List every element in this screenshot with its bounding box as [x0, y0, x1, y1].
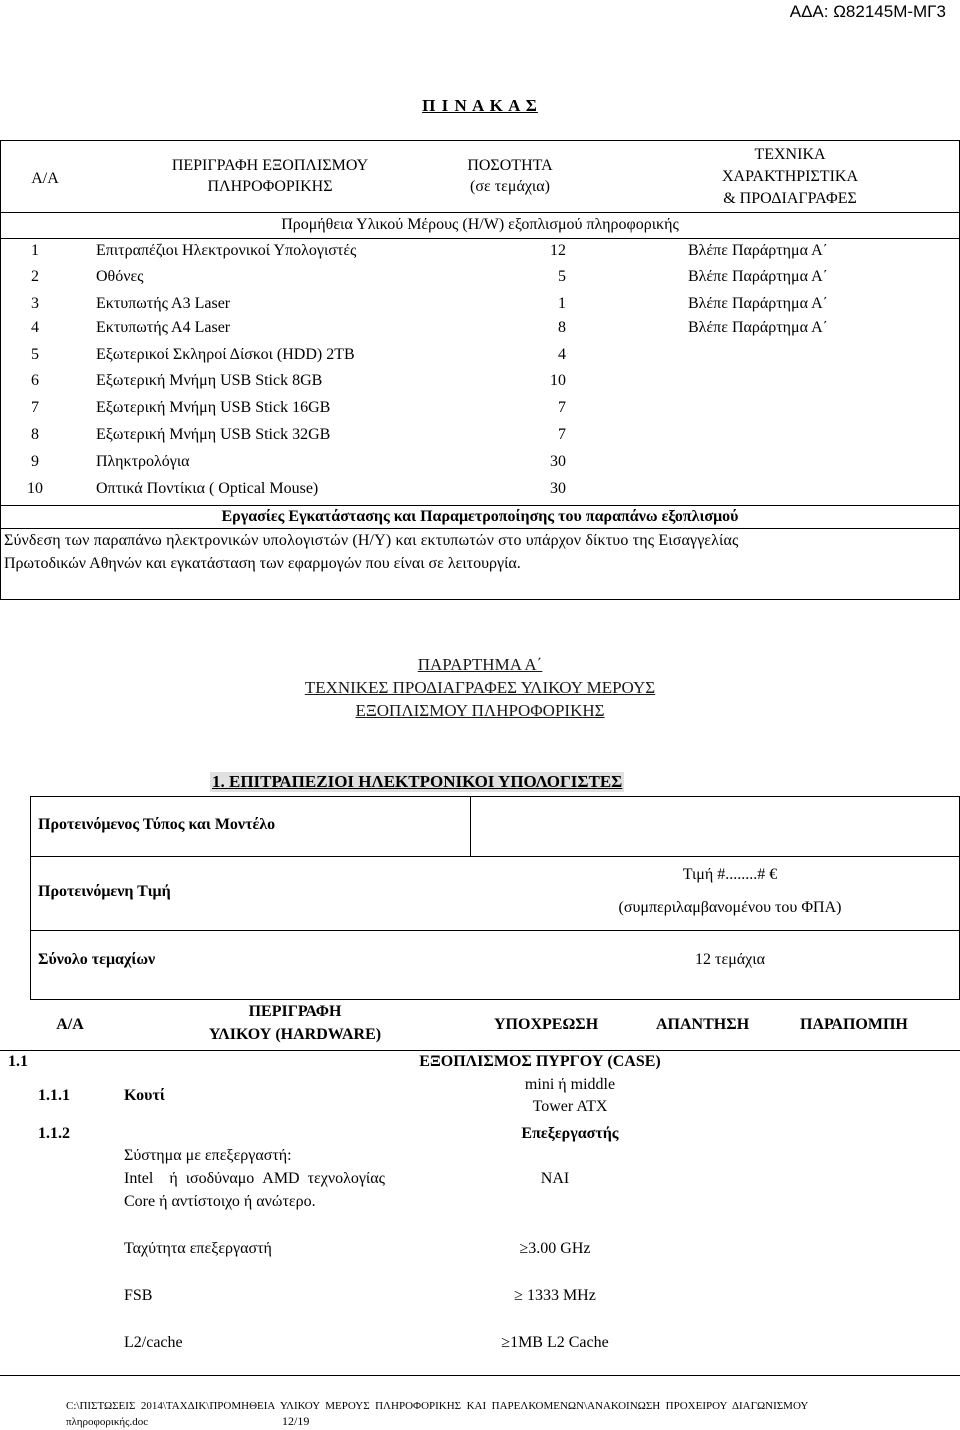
row-number: 1.1.1: [38, 1087, 70, 1104]
row-number: 10: [27, 480, 43, 497]
header-specs: & ΠΡΟΔΙΑΓΡΑΦΕΣ: [723, 190, 857, 207]
speed-description: Ταχύτητα επεξεργαστή: [124, 1240, 272, 1257]
installation-text: Σύνδεση των παραπάνω ηλεκτρονικών υπολογιστών (Η/Υ) και εκτυπωτών στο υπάρχον δίκτυο της Εισαγγελίας: [4, 532, 739, 549]
row-number: 5: [31, 346, 39, 363]
row-spec: Βλέπε Παράρτημα Α΄: [688, 242, 828, 259]
row-number: 4: [31, 319, 39, 336]
row-number: 6: [31, 372, 39, 389]
row-quantity: 10: [550, 372, 566, 389]
price-label: Προτεινόμενη Τιμή: [38, 883, 171, 900]
page-number: 12/19: [282, 1414, 310, 1428]
row-description: Επιτραπέζιοι Ηλεκτρονικοί Υπολογιστές: [96, 242, 357, 259]
section-hardware: Προμήθεια Υλικού Μέρους (H/W) εξοπλισμού πληροφορικής: [281, 216, 679, 233]
annex-line: ΕΞΟΠΛΙΣΜΟΥ ΠΛΗΡΟΦΟΡΙΚΗΣ: [355, 701, 605, 720]
annex-line: ΤΕΧΝΙΚΕΣ ΠΡΟΔΙΑΓΡΑΦΕΣ ΥΛΙΚΟΥ ΜΕΡΟΥΣ: [304, 678, 656, 697]
header-aa: Α/Α: [31, 170, 59, 187]
model-label: Προτεινόμενος Τύπος και Μοντέλο: [38, 816, 276, 833]
footer-file: πληροφορικής.doc: [66, 1416, 149, 1428]
info-divider: [470, 796, 471, 856]
header-answer: ΑΠΑΝΤΗΣΗ: [656, 1016, 750, 1033]
installation-text: Πρωτοδικών Αθηνών και εγκατάσταση των εφαρμογών που είναι σε λειτουργία.: [4, 555, 521, 572]
section-cpu: Επεξεργαστής: [521, 1125, 619, 1142]
row-description: Πληκτρολόγια: [96, 453, 190, 470]
footer-path: C:\ΠΙΣΤΩΣΕΙΣ 2014\ΤΑΧΔΙΚ\ΠΡΟΜΗΘΕΙΑ ΥΛΙΚΟΥ ΜΕΡΟΥΣ ΠΛΗΡΟΦΟΡΙΚΗΣ ΚΑΙ ΠΑΡΕΛΚΟΜΕΝΩΝ\ΑΝΑΚΟΙΝΩΣΗ ΠΡΟΧΕΙΡΟΥ ΔΙΑΓΩΝΙΣΜΟΥ: [66, 1400, 809, 1412]
table-border: [0, 140, 960, 600]
count-label: Σύνολο τεμαχίων: [38, 951, 156, 968]
price-value: Τιμή #........# €: [682, 866, 778, 883]
header-quantity: ΠΟΣΟΤΗΤΑ: [467, 157, 553, 174]
header-reference: ΠΑΡΑΠΟΜΠΗ: [800, 1016, 908, 1033]
speed-requirement: ≥3.00 GHz: [519, 1240, 591, 1257]
header-specs: ΧΑΡΑΚΤΗΡΙΣΤΙΚΑ: [721, 168, 859, 185]
row-quantity: 4: [558, 346, 566, 363]
cache-description: L2/cache: [124, 1334, 183, 1351]
row-description: Εκτυπωτής Α3 Laser: [96, 295, 231, 312]
annex-line: ΠΑΡΑΡΤΗΜΑ Α΄: [417, 655, 543, 674]
annex-heading: [0, 678, 960, 698]
cpu-description: Intel ή ισοδύναμο AMD τεχνολογίας: [124, 1170, 385, 1187]
header-aa: Α/Α: [56, 1016, 84, 1033]
cpu-description: Σύστημα με επεξεργαστή:: [124, 1147, 292, 1164]
row-quantity: 12: [550, 242, 566, 259]
header-requirement: ΥΠΟΧΡΕΩΣΗ: [494, 1016, 599, 1033]
section-number: 1.1.2: [38, 1125, 70, 1142]
row-description: Κουτί: [124, 1087, 165, 1104]
document-id: ΑΔΑ: Ω82145Μ-ΜΓ3: [789, 2, 946, 21]
fsb-requirement: ≥ 1333 MHz: [514, 1287, 596, 1304]
row-description: Εξωτερικοί Σκληροί Δίσκοι (HDD) 2TB: [96, 346, 355, 363]
section-title: 1. ΕΠΙΤΡΑΠΕΖΙΟΙ ΗΛΕΚΤΡΟΝΙΚΟΙ ΥΠΟΛΟΓΙΣΤΕΣ: [212, 772, 623, 791]
row-requirement: mini ή middle: [524, 1076, 616, 1093]
price-note: (συμπεριλαμβανομένου του ΦΠΑ): [618, 899, 842, 916]
count-value: 12 τεμάχια: [695, 951, 765, 968]
annex-heading: [0, 701, 960, 721]
info-divider: [30, 930, 960, 931]
header-description: ΥΛΙΚΟΥ (HARDWARE): [208, 1026, 382, 1043]
table-divider: [0, 528, 960, 529]
section-case: ΕΞΟΠΛΙΣΜΟΣ ΠΥΡΓΟΥ (CASE): [419, 1053, 661, 1070]
row-quantity: 5: [558, 268, 566, 285]
table-divider: [0, 1375, 960, 1376]
annex-heading: [0, 655, 960, 675]
row-number: 7: [31, 399, 39, 416]
row-quantity: 30: [550, 480, 566, 497]
header-quantity: (σε τεμάχια): [470, 178, 550, 195]
row-description: Εξωτερική Μνήμη USB Stick 8GB: [96, 372, 323, 389]
row-quantity: 7: [558, 426, 566, 443]
row-number: 3: [31, 295, 39, 312]
row-spec: Βλέπε Παράρτημα Α΄: [688, 268, 828, 285]
row-number: 1: [31, 242, 39, 259]
row-number: 8: [31, 426, 39, 443]
header-description: ΠΕΡΙΓΡΑΦΗ: [248, 1003, 342, 1020]
row-description: Εξωτερική Μνήμη USB Stick 16GB: [96, 399, 331, 416]
cpu-description: Core ή αντίστοιχο ή ανώτερο.: [124, 1193, 316, 1210]
row-quantity: 7: [558, 399, 566, 416]
table-divider: [0, 505, 960, 506]
fsb-description: FSB: [124, 1287, 153, 1304]
header-description: ΠΛΗΡΟΦΟΡΙΚΗΣ: [207, 178, 333, 195]
header-specs: ΤΕΧΝΙΚΑ: [754, 146, 826, 163]
table-divider: [0, 212, 960, 213]
row-requirement: Tower ATX: [532, 1098, 608, 1115]
row-description: Εξωτερική Μνήμη USB Stick 32GB: [96, 426, 331, 443]
info-divider: [30, 856, 960, 857]
row-quantity: 8: [558, 319, 566, 336]
header-description: ΠΕΡΙΓΡΑΦΗ ΕΞΟΠΛΙΣΜΟΥ: [171, 157, 369, 174]
row-quantity: 1: [558, 295, 566, 312]
row-number: 9: [31, 453, 39, 470]
cpu-requirement: ΝΑΙ: [540, 1170, 570, 1187]
table-divider: [0, 238, 960, 239]
row-description: Οθόνες: [96, 268, 144, 285]
row-spec: Βλέπε Παράρτημα Α΄: [688, 295, 828, 312]
row-quantity: 30: [550, 453, 566, 470]
section-number: 1.1: [8, 1053, 28, 1070]
row-description: Εκτυπωτής Α4 Laser: [96, 319, 231, 336]
table-divider: [0, 1050, 960, 1051]
cache-requirement: ≥1MB L2 Cache: [501, 1334, 609, 1351]
page-title: Π Ι Ν Α Κ Α Σ: [422, 96, 538, 115]
row-number: 2: [31, 268, 39, 285]
row-spec: Βλέπε Παράρτημα Α΄: [688, 319, 828, 336]
row-description: Οπτικά Ποντίκια ( Optical Mouse): [96, 480, 319, 497]
section-installation: Εργασίες Εγκατάστασης και Παραμετροποίησης του παραπάνω εξοπλισμού: [221, 508, 739, 525]
